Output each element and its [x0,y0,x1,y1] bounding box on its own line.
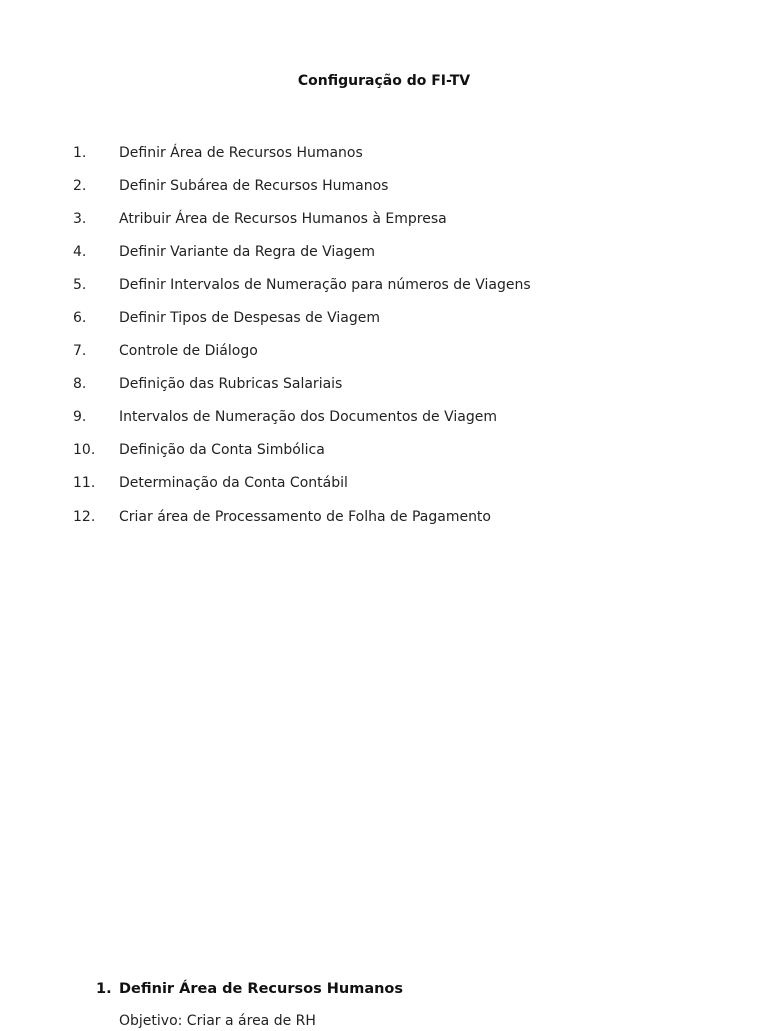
toc-item-number: 3. [73,210,87,227]
toc-item-number: 1. [73,144,87,161]
toc-item-number: 10. [73,442,96,459]
toc-item-label: Definir Intervalos de Numeração para números de Viagens [119,276,531,293]
toc-item [73,235,531,268]
toc-item [73,169,531,202]
toc-item-label: Intervalos de Numeração dos Documentos de Viagem [119,409,497,426]
toc-item [73,368,531,401]
toc-item-label: Definir Variante da Regra de Viagem [119,243,376,260]
toc-item-label: Definição da Conta Simbólica [119,442,325,459]
toc-item-label: Determinação da Conta Contábil [119,475,348,492]
toc-item-number: 7. [73,343,87,360]
section-title: Definir Área de Recursos Humanos [119,981,404,997]
toc-item-number: 4. [73,243,87,260]
toc-item-number: 8. [73,376,87,393]
toc-item-number: 5. [73,276,87,293]
toc-item [73,301,531,334]
toc-item [73,136,531,169]
section-heading [96,979,403,999]
toc-item-number: 11. [73,475,96,492]
toc-item [73,401,531,434]
document-title: Configuração do FI-TV [297,73,471,89]
toc-item-label: Atribuir Área de Recursos Humanos à Empresa [119,210,447,227]
toc-item-label: Definir Área de Recursos Humanos [119,144,363,161]
toc-item [73,202,531,235]
toc-item [73,467,531,500]
section-1 [96,979,403,1031]
section-number: 1. [96,981,112,997]
toc-item-label: Controle de Diálogo [119,343,258,360]
toc-item [73,434,531,467]
toc-item-label: Criar área de Processamento de Folha de Pagamento [119,508,491,525]
toc-item-number: 6. [73,310,87,327]
toc-item-label: Definir Tipos de Despesas de Viagem [119,310,380,327]
toc-item-number: 2. [73,177,87,194]
toc-item-label: Definição das Rubricas Salariais [119,376,343,393]
toc-item-number: 12. [73,508,96,525]
section-objective: Objetivo: Criar a área de RH [119,1013,316,1029]
table-of-contents [73,136,531,533]
toc-item [73,500,531,533]
toc-item-number: 9. [73,409,87,426]
toc-item [73,268,531,301]
toc-item [73,335,531,368]
toc-item-label: Definir Subárea de Recursos Humanos [119,177,389,194]
